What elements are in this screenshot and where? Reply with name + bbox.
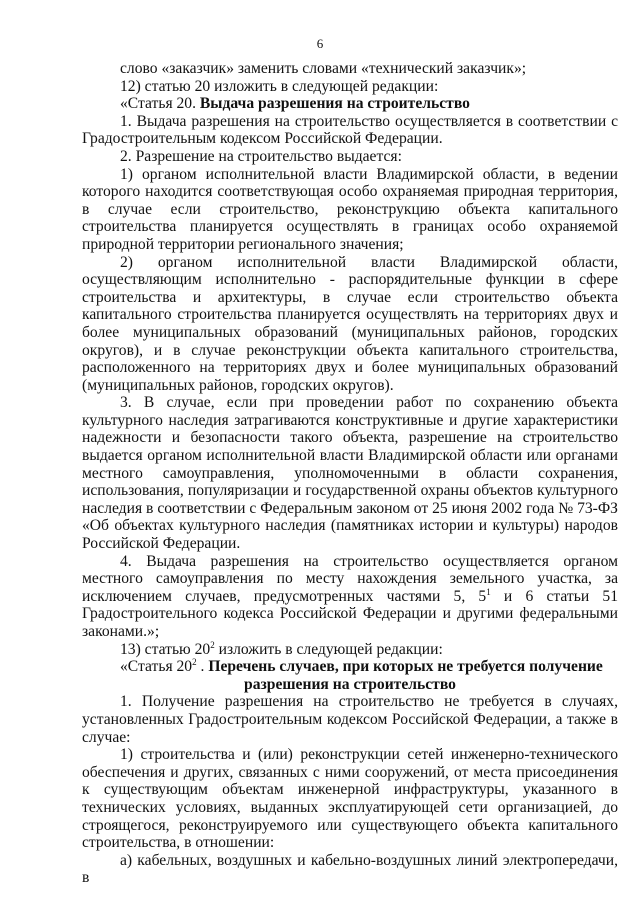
paragraph: 12) статью 20 изложить в следующей редакции: [120,77,439,95]
article-heading [82,658,618,676]
page-number: 6 [316,36,324,51]
paragraph: слово «заказчик» заменить словами «технический заказчик»; [120,60,527,77]
article-title-continued: разрешения на строительство [244,675,456,693]
text-run: . [196,658,209,676]
paragraph: 1. Выдача разрешения на строительство осуществляется в соответствии с Градостроительным кодексом Российской Федерации. [82,112,618,148]
document-body [82,60,618,887]
superscript: 2 [192,657,197,668]
text-run: 13) статью 20 [120,640,211,658]
paragraph: 1) строительства и (или) реконструкции сетей инженерно-технического обеспечения и других, связанных с ними сооружений, от места присоединения к существующим объектам инженерной инфраструктуры, указанного в технических условиях, выданных эксплуатирующей сети организацией, до строящегося, реконструируемого или существующего объекта капитального строительства, в отношении: [82,746,618,852]
paragraph: 1. Получение разрешения на строительство не требуется в случаях, установленных Градостроительным кодексом Российской Федерации, а также в случае: [82,693,618,746]
article-heading [82,95,618,113]
paragraph [82,553,618,641]
superscript: 2 [210,639,215,650]
article-title: Выдача разрешения на строительство [199,95,470,113]
paragraph: 2. Разрешение на строительство выдается: [120,147,402,165]
paragraph: 2) органом исполнительной власти Владимирской области, осуществляющим исполнительно - распорядительные функции в сфере строительства и архитектуры, в случае если строительство объекта капитального строительства планируется осуществлять на территориях двух и более муниципальных образований (муниципальных районов, городских округов), и в случае реконструкции объекта капитального строительства, расположенного на территориях двух и более муниципальных образований (муниципальных районов, городских округов). [82,253,618,394]
paragraph: 1) органом исполнительной власти Владимирской области, в ведении которого находится соответствующая особо охраняемая природная территория, в случае если строительство, реконструкцию объекта капитального строительства планируется осуществлять в границах особо охраняемой природной территории регионального значения; [82,165,618,253]
article-heading-line2 [82,676,618,694]
paragraph: 3. В случае, если при проведении работ по сохранению объекта культурного наследия затрагиваются конструктивные и другие характеристики надежности и безопасности такого объекта, разрешение на строительство выдается органом исполнительной власти Владимирской области или органами местного самоуправления, уполномоченными в области сохранения, использования, популяризации и государственной охраны объектов культурного наследия в соответствии с Федеральным законом от 25 июня 2002 года № 73-ФЗ «Об объектах культурного наследия (памятниках истории и культуры) народов Российской Федерации. [82,394,618,553]
paragraph [82,641,618,659]
paragraph: а) кабельных, воздушных и кабельно-воздушных линий электропередачи, в [82,851,618,887]
article-number: «Статья 20 [120,658,193,676]
text-run: 4. Выдача разрешения на строительство осуществляется органом местного самоуправления по месту нахождения земельного участка, за исключением случаев, предусмотренных частями 5, 5 [82,552,618,605]
text-run: изложить в следующей редакции: [214,640,443,658]
text-run: и 6 статьи 51 Градостроительного кодекса Российской Федерации и другими федеральными законами.»; [82,587,618,640]
article-title: Перечень случаев, при которых не требуется получение [208,658,603,676]
superscript: 1 [486,586,491,597]
article-number: «Статья 20. [120,95,200,113]
